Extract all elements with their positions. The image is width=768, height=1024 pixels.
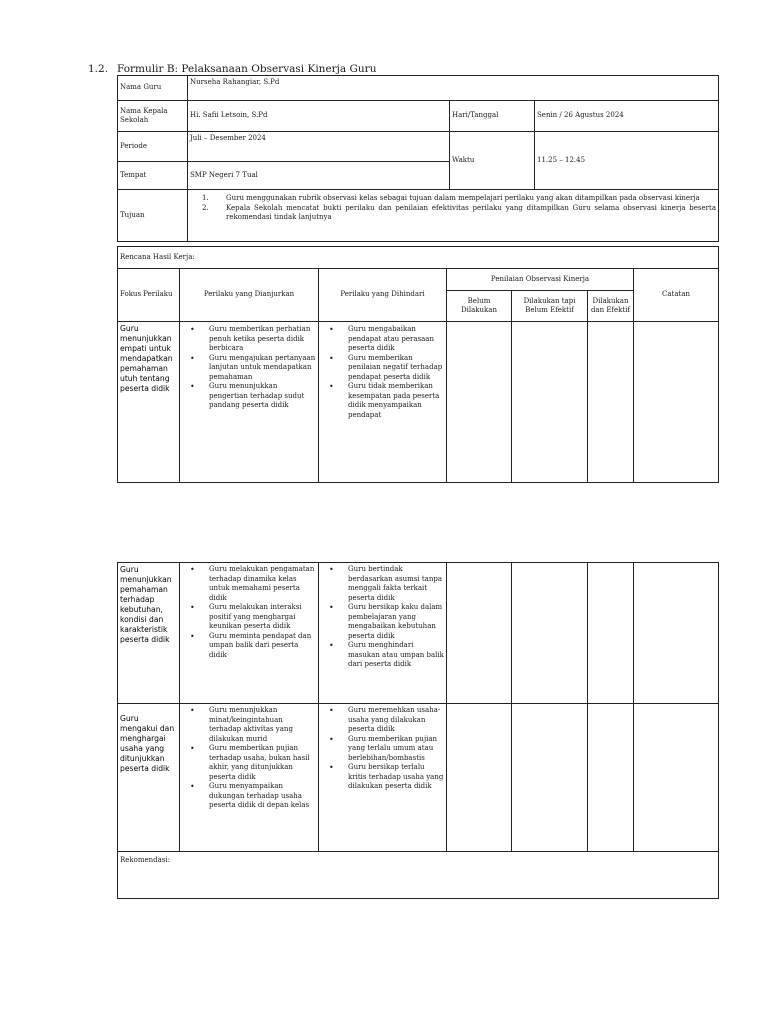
belum-dilakukan-cell[interactable] xyxy=(447,704,512,852)
rencana-table xyxy=(117,246,719,483)
form-title: Formulir B: Pelaksanaan Observasi Kinerja Guru xyxy=(117,63,377,75)
col-dilakukan-belum-efektif: Dilakukan tapi Belum Efektif xyxy=(512,291,588,322)
fokus-perilaku-cell: Guru mengakui dan menghargai usaha yang ditunjukkan peserta didik xyxy=(118,704,180,852)
table-row xyxy=(118,704,719,852)
fokus-perilaku-cell: Guru menunjukkan empati untuk mendapatkan pemahaman utuh tentang peserta didik xyxy=(118,322,180,483)
tujuan-label: Tujuan xyxy=(118,190,188,242)
periode-value: Juli – Desember 2024 xyxy=(188,132,450,162)
continuation-table xyxy=(117,562,719,899)
dilakukan-belum-efektif-cell[interactable] xyxy=(512,704,588,852)
list-item: • Guru bertindak berdasarkan asumsi tanpa menggali fakta terkait peserta didik xyxy=(329,565,444,603)
dilakukan-efektif-cell[interactable] xyxy=(588,322,634,483)
col-penilaian-observasi: Penilaian Observasi Kinerja xyxy=(447,269,634,291)
list-item: • Guru memberikan penilaian negatif terhadap pendapat peserta didik xyxy=(329,354,444,383)
dilakukan-efektif-cell[interactable] xyxy=(588,563,634,704)
tempat-value: SMP Negeri 7 Tual xyxy=(188,162,450,190)
list-item: • Guru menunjukkan pengertian terhadap sudut pandang peserta didik xyxy=(190,382,316,411)
col-belum-dilakukan: Belum Dilakukan xyxy=(447,291,512,322)
list-item: • Guru melakukan interaksi positif yang menghargai keunikan peserta didik xyxy=(190,603,316,632)
list-item: • Guru menunjukkan minat/keingintahuan terhadap aktivitas yang dilakukan murid xyxy=(190,706,316,744)
list-item: • Guru menghindari masukan atau umpan balik dari peserta didik xyxy=(329,641,444,670)
rencana-label: Rencana Hasil Kerja: xyxy=(118,247,719,269)
list-item: • Guru mengabaikan pendapat atau perasaan peserta didik xyxy=(329,325,444,354)
dihindari-cell xyxy=(319,704,447,852)
dihindari-cell xyxy=(319,563,447,704)
list-item: • Guru memberikan pujian yang terlalu umum atau berlebihan/bombastis xyxy=(329,735,444,764)
nama-guru-label: Nama Guru xyxy=(118,76,188,101)
list-item: • Guru menyampaikan dukungan terhadap usaha peserta didik di depan kelas xyxy=(190,782,316,811)
hari-tanggal-label: Hari/Tanggal xyxy=(450,101,535,132)
belum-dilakukan-cell[interactable] xyxy=(447,563,512,704)
catatan-cell[interactable] xyxy=(634,322,719,483)
list-item: • Guru bersikap kaku dalam pembelajaran yang mengabaikan kebutuhan peserta didik xyxy=(329,603,444,641)
tujuan-item: 2. Kepala Sekolah mencatat bukti perilaku dan penilaian efektivitas perilaku yang ditampilkan Guru selama observasi kinerja beserta rekomendasi tindak lanjutnya xyxy=(202,203,716,221)
hari-tanggal-value: Senin / 26 Agustus 2024 xyxy=(535,101,719,132)
section-number: 1.2. xyxy=(88,63,109,75)
list-item: • Guru melakukan pengamatan terhadap dinamika kelas untuk memahami peserta didik xyxy=(190,565,316,603)
info-table xyxy=(117,75,719,242)
list-item: • Guru tidak memberikan kesempatan pada peserta didik menyampaikan pendapat xyxy=(329,382,444,420)
kepala-sekolah-label: Nama Kepala Sekolah xyxy=(118,101,188,132)
table-row xyxy=(118,322,719,483)
col-fokus-perilaku: Fokus Perilaku xyxy=(118,269,180,322)
waktu-label: Waktu xyxy=(450,132,535,190)
col-perilaku-dianjurkan: Perilaku yang Dianjurkan xyxy=(180,269,319,322)
kepala-sekolah-value: Hi. Safii Letsoin, S.Pd xyxy=(188,101,450,132)
waktu-value: 11.25 – 12.45 xyxy=(535,132,719,190)
dihindari-cell xyxy=(319,322,447,483)
tujuan-list xyxy=(188,190,719,242)
rekomendasi-cell[interactable]: Rekomendasi: xyxy=(118,852,719,899)
catatan-cell[interactable] xyxy=(634,563,719,704)
list-item: • Guru memberikan perhatian penuh ketika peserta didik berbicara xyxy=(190,325,316,354)
nama-guru-value: Nurseha Rahangiar, S.Pd xyxy=(188,76,719,101)
col-catatan: Catatan xyxy=(634,269,719,322)
dianjurkan-cell xyxy=(180,563,319,704)
dilakukan-belum-efektif-cell[interactable] xyxy=(512,322,588,483)
list-item: • Guru meremehkan usaha-usaha yang dilakukan peserta didik xyxy=(329,706,444,735)
list-item: • Guru mengajukan pertanyaan lanjutan untuk mendapatkan pemahaman xyxy=(190,354,316,383)
list-item: • Guru bersikap terlalu kritis terhadap usaha yang dilakukan peserta didik xyxy=(329,763,444,792)
fokus-perilaku-cell: Guru menunjukkan pemahaman terhadap kebutuhan, kondisi dan karakteristik peserta didik xyxy=(118,563,180,704)
dilakukan-belum-efektif-cell[interactable] xyxy=(512,563,588,704)
col-dilakukan-efektif: Dilakukan dan Efektif xyxy=(588,291,634,322)
dianjurkan-cell xyxy=(180,704,319,852)
dilakukan-efektif-cell[interactable] xyxy=(588,704,634,852)
tujuan-item: 1. Guru menggunakan rubrik observasi kelas sebagai tujuan dalam mempelajari perilaku yang akan ditampilkan pada observasi kinerja xyxy=(202,194,700,202)
belum-dilakukan-cell[interactable] xyxy=(447,322,512,483)
col-perilaku-dihindari: Perilaku yang Dihindari xyxy=(319,269,447,322)
table-row xyxy=(118,563,719,704)
dianjurkan-cell xyxy=(180,322,319,483)
periode-label: Periode xyxy=(118,132,188,162)
catatan-cell[interactable] xyxy=(634,704,719,852)
list-item: • Guru meminta pendapat dan umpan balik dari peserta didik xyxy=(190,632,316,661)
list-item: • Guru memberikan pujian terhadap usaha, bukan hasil akhir, yang ditunjukkan peserta didik xyxy=(190,744,316,782)
tempat-label: Tempat xyxy=(118,162,188,190)
